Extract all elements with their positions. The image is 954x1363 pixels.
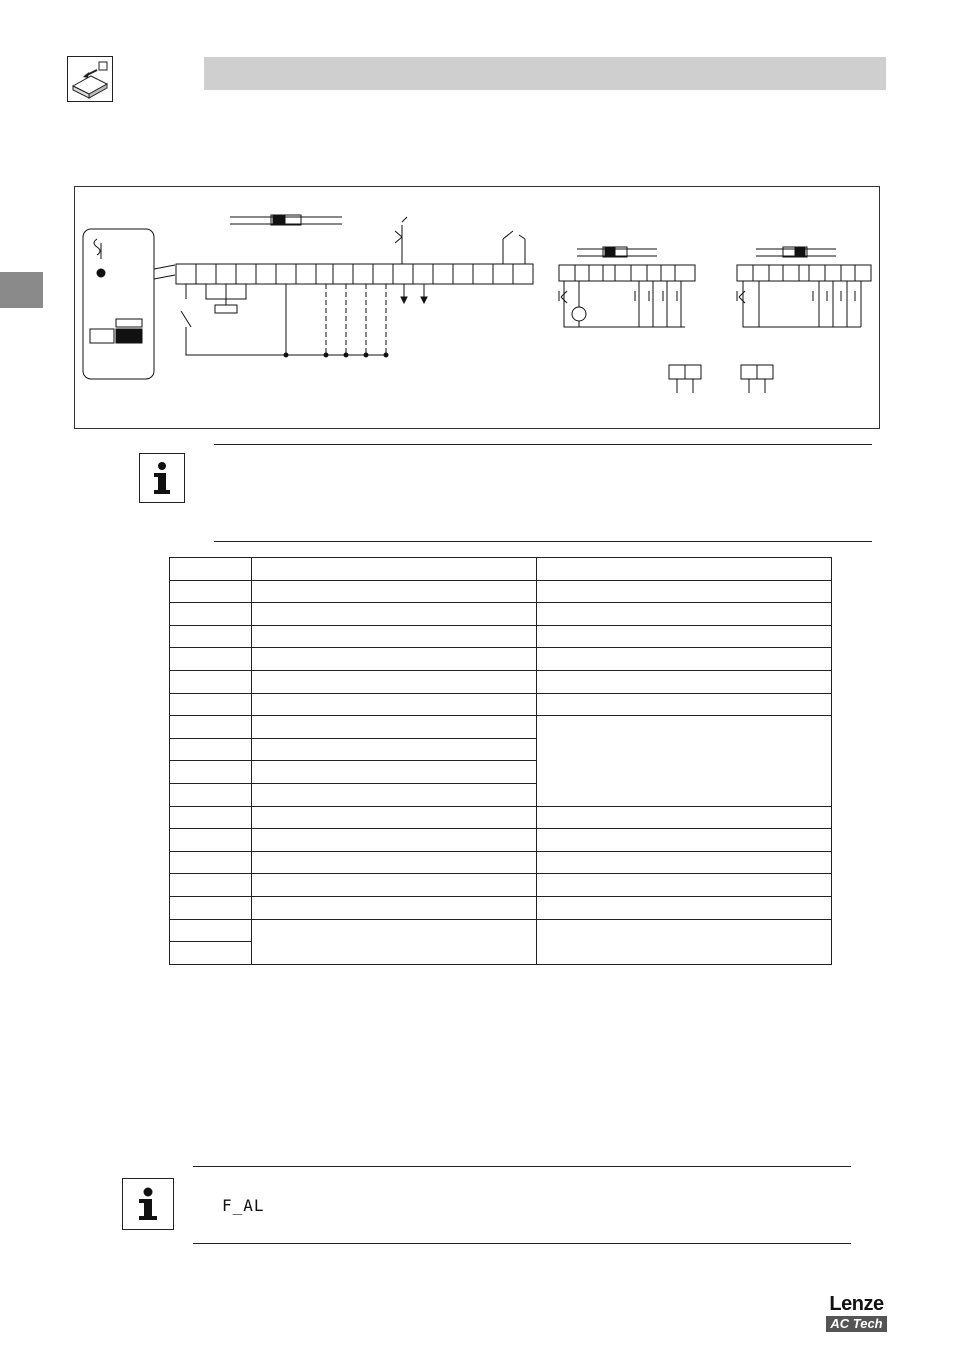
wiring-diagram xyxy=(74,186,880,429)
install-icon xyxy=(67,56,113,102)
table-row xyxy=(170,648,832,671)
table-row xyxy=(170,580,832,603)
section-header-bar xyxy=(204,57,886,90)
note-rule-bottom xyxy=(193,1243,851,1244)
info-icon xyxy=(139,453,185,503)
table-row xyxy=(170,558,832,581)
note-rule-bottom xyxy=(214,541,872,542)
table-row xyxy=(170,851,832,874)
fault-code-display: F_AL xyxy=(222,1196,265,1215)
table-row xyxy=(170,603,832,626)
table-row xyxy=(170,670,832,693)
table-row xyxy=(170,829,832,852)
terminal-spec-table xyxy=(169,557,832,965)
note-rule-top xyxy=(214,444,872,445)
table-row xyxy=(170,874,832,897)
table-row xyxy=(170,693,832,716)
table-row xyxy=(170,625,832,648)
chapter-tab xyxy=(0,272,43,308)
logo-sub-brand: AC Tech xyxy=(826,1316,887,1332)
logo-brand: Lenze xyxy=(829,1293,884,1315)
table-row xyxy=(170,716,832,739)
table-row xyxy=(170,919,832,942)
table-row xyxy=(170,806,832,829)
table-row xyxy=(170,896,832,919)
info-icon xyxy=(122,1178,174,1230)
note-rule-top xyxy=(193,1166,851,1167)
lenze-logo xyxy=(826,1294,887,1332)
